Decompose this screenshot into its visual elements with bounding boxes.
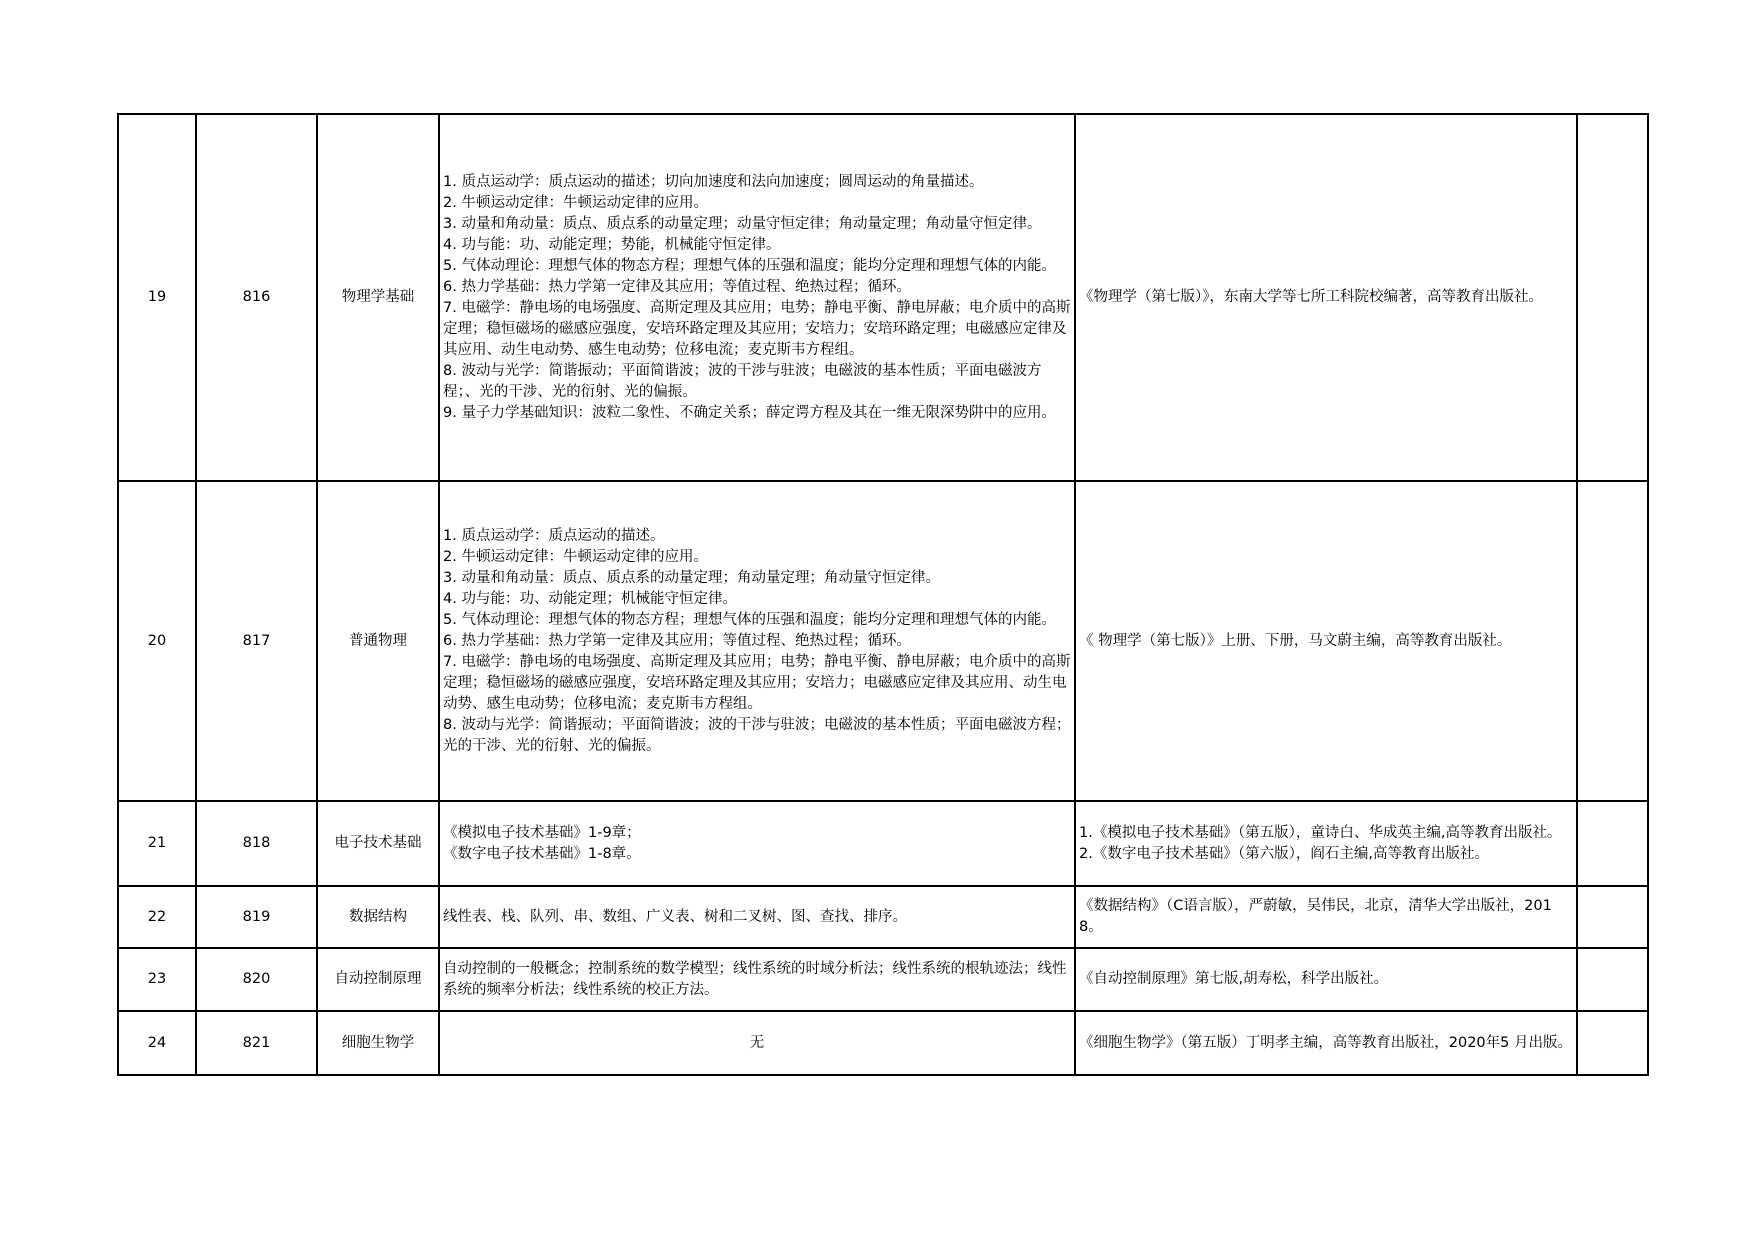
content-line: 自动控制的一般概念；控制系统的数学模型；线性系统的时域分析法；线性系统的根轨迹法；线性系统的频率分析法；线性系统的校正方法。 [443,960,1067,998]
subject-code: 818 [196,801,317,886]
content-line: 1. 质点运动学：质点运动的描述；切向加速度和法向加速度；圆周运动的角量描述。 [443,173,984,190]
row-index: 20 [118,481,196,801]
subject-name: 物理学基础 [317,114,439,481]
subject-name: 普通物理 [317,481,439,801]
content-line: 2. 牛顿运动定律：牛顿运动定律的应用。 [443,194,708,211]
remarks-cell [1577,886,1648,948]
content-line: 6. 热力学基础：热力学第一定律及其应用；等值过程、绝热过程；循环。 [443,278,911,295]
content-line: 9. 量子力学基础知识：波粒二象性、不确定关系；薛定谔方程及其在一维无限深势阱中的应用。 [443,404,1056,421]
subject-code: 817 [196,481,317,801]
table-row [118,948,1648,1011]
remarks-cell [1577,801,1648,886]
subject-name: 电子技术基础 [317,801,439,886]
content-line: 4. 功与能：功、动能定理；势能，机械能守恒定律。 [443,236,781,253]
reference-books [1075,481,1577,801]
content-line: 6. 热力学基础：热力学第一定律及其应用；等值过程、绝热过程；循环。 [443,632,911,649]
exam-content [439,114,1075,481]
book-line: 《细胞生物学》（第五版）丁明孝主编，高等教育出版社，2020年5 月出版。 [1079,1034,1572,1051]
book-line: 2.《数字电子技术基础》（第六版），阎石主编,高等教育出版社。 [1079,845,1489,862]
subject-name: 数据结构 [317,886,439,948]
row-index: 24 [118,1011,196,1075]
table-row [118,886,1648,948]
table-row [118,114,1648,481]
subject-code: 821 [196,1011,317,1075]
row-index: 21 [118,801,196,886]
subject-name: 细胞生物学 [317,1011,439,1075]
book-line: 《数据结构》（C语言版），严蔚敏，吴伟民，北京，清华大学出版社，2018。 [1079,898,1552,935]
exam-content [439,886,1075,948]
subject-code: 816 [196,114,317,481]
content-line: 《数字电子技术基础》1-8章。 [443,845,641,862]
reference-books [1075,948,1577,1011]
book-line: 《物理学（第七版）》，东南大学等七所工科院校编著，高等教育出版社。 [1079,289,1543,305]
reference-books [1075,886,1577,948]
content-line: 8. 波动与光学：简谐振动；平面简谐波；波的干涉与驻波；电磁波的基本性质；平面电磁波方程；、光的干涉、光的衍射、光的偏振。 [443,362,1042,400]
row-index: 23 [118,948,196,1011]
exam-content [439,481,1075,801]
exam-content [439,801,1075,886]
book-line: 1.《模拟电子技术基础》（第五版），童诗白、华成英主编,高等教育出版社。 [1079,824,1562,841]
exam-content [439,1011,1075,1075]
content-line: 3. 动量和角动量：质点、质点系的动量定理；动量守恒定律；角动量定理；角动量守恒定律。 [443,215,1042,232]
content-line: 《模拟电子技术基础》1-9章； [443,824,641,841]
subject-name: 自动控制原理 [317,948,439,1011]
content-line: 2. 牛顿运动定律：牛顿运动定律的应用。 [443,548,708,565]
content-line: 5. 气体动理论：理想气体的物态方程；理想气体的压强和温度；能均分定理和理想气体的内能。 [443,257,1056,274]
book-line: 《自动控制原理》第七版,胡寿松，科学出版社。 [1079,971,1389,987]
content-line: 8. 波动与光学：简谐振动；平面简谐波；波的干涉与驻波；电磁波的基本性质；平面电磁波方程；光的干涉、光的衍射、光的偏振。 [443,716,1071,754]
remarks-cell [1577,114,1648,481]
content-line: 4. 功与能：功、动能定理；机械能守恒定律。 [443,590,737,607]
table-row [118,1011,1648,1075]
row-index: 19 [118,114,196,481]
table-row [118,801,1648,886]
table-row [118,481,1648,801]
remarks-cell [1577,1011,1648,1075]
content-line: 线性表、栈、队列、串、数组、广义表、树和二叉树、图、查找、排序。 [443,908,907,925]
content-line: 1. 质点运动学：质点运动的描述。 [443,527,665,544]
remarks-cell [1577,948,1648,1011]
reference-books [1075,801,1577,886]
reference-books [1075,114,1577,481]
exam-syllabus-table [117,113,1649,1076]
reference-books [1075,1011,1577,1075]
content-line: 7. 电磁学：静电场的电场强度、高斯定理及其应用；电势；静电平衡、静电屏蔽；电介质中的高斯定理；稳恒磁场的磁感应强度，安培环路定理及其应用；安培力；电磁感应定律及其应用、动生电动势、感生电动势；位移电流；麦克斯韦方程组。 [443,653,1071,712]
book-line: 《 物理学（第七版）》上册、下册，马文蔚主编，高等教育出版社。 [1079,632,1512,649]
content-line: 无 [749,1034,765,1051]
row-index: 22 [118,886,196,948]
subject-code: 820 [196,948,317,1011]
content-line: 3. 动量和角动量：质点、质点系的动量定理；角动量定理；角动量守恒定律。 [443,569,940,586]
content-line: 5. 气体动理论：理想气体的物态方程；理想气体的压强和温度；能均分定理和理想气体的内能。 [443,611,1056,628]
exam-content [439,948,1075,1011]
remarks-cell [1577,481,1648,801]
subject-code: 819 [196,886,317,948]
content-line: 7. 电磁学：静电场的电场强度、高斯定理及其应用；电势；静电平衡、静电屏蔽；电介质中的高斯定理；稳恒磁场的磁感应强度，安培环路定理及其应用；安培力；安培环路定理；电磁感应定律及其应用、动生电动势、感生电动势；位移电流；麦克斯韦方程组。 [443,299,1071,358]
